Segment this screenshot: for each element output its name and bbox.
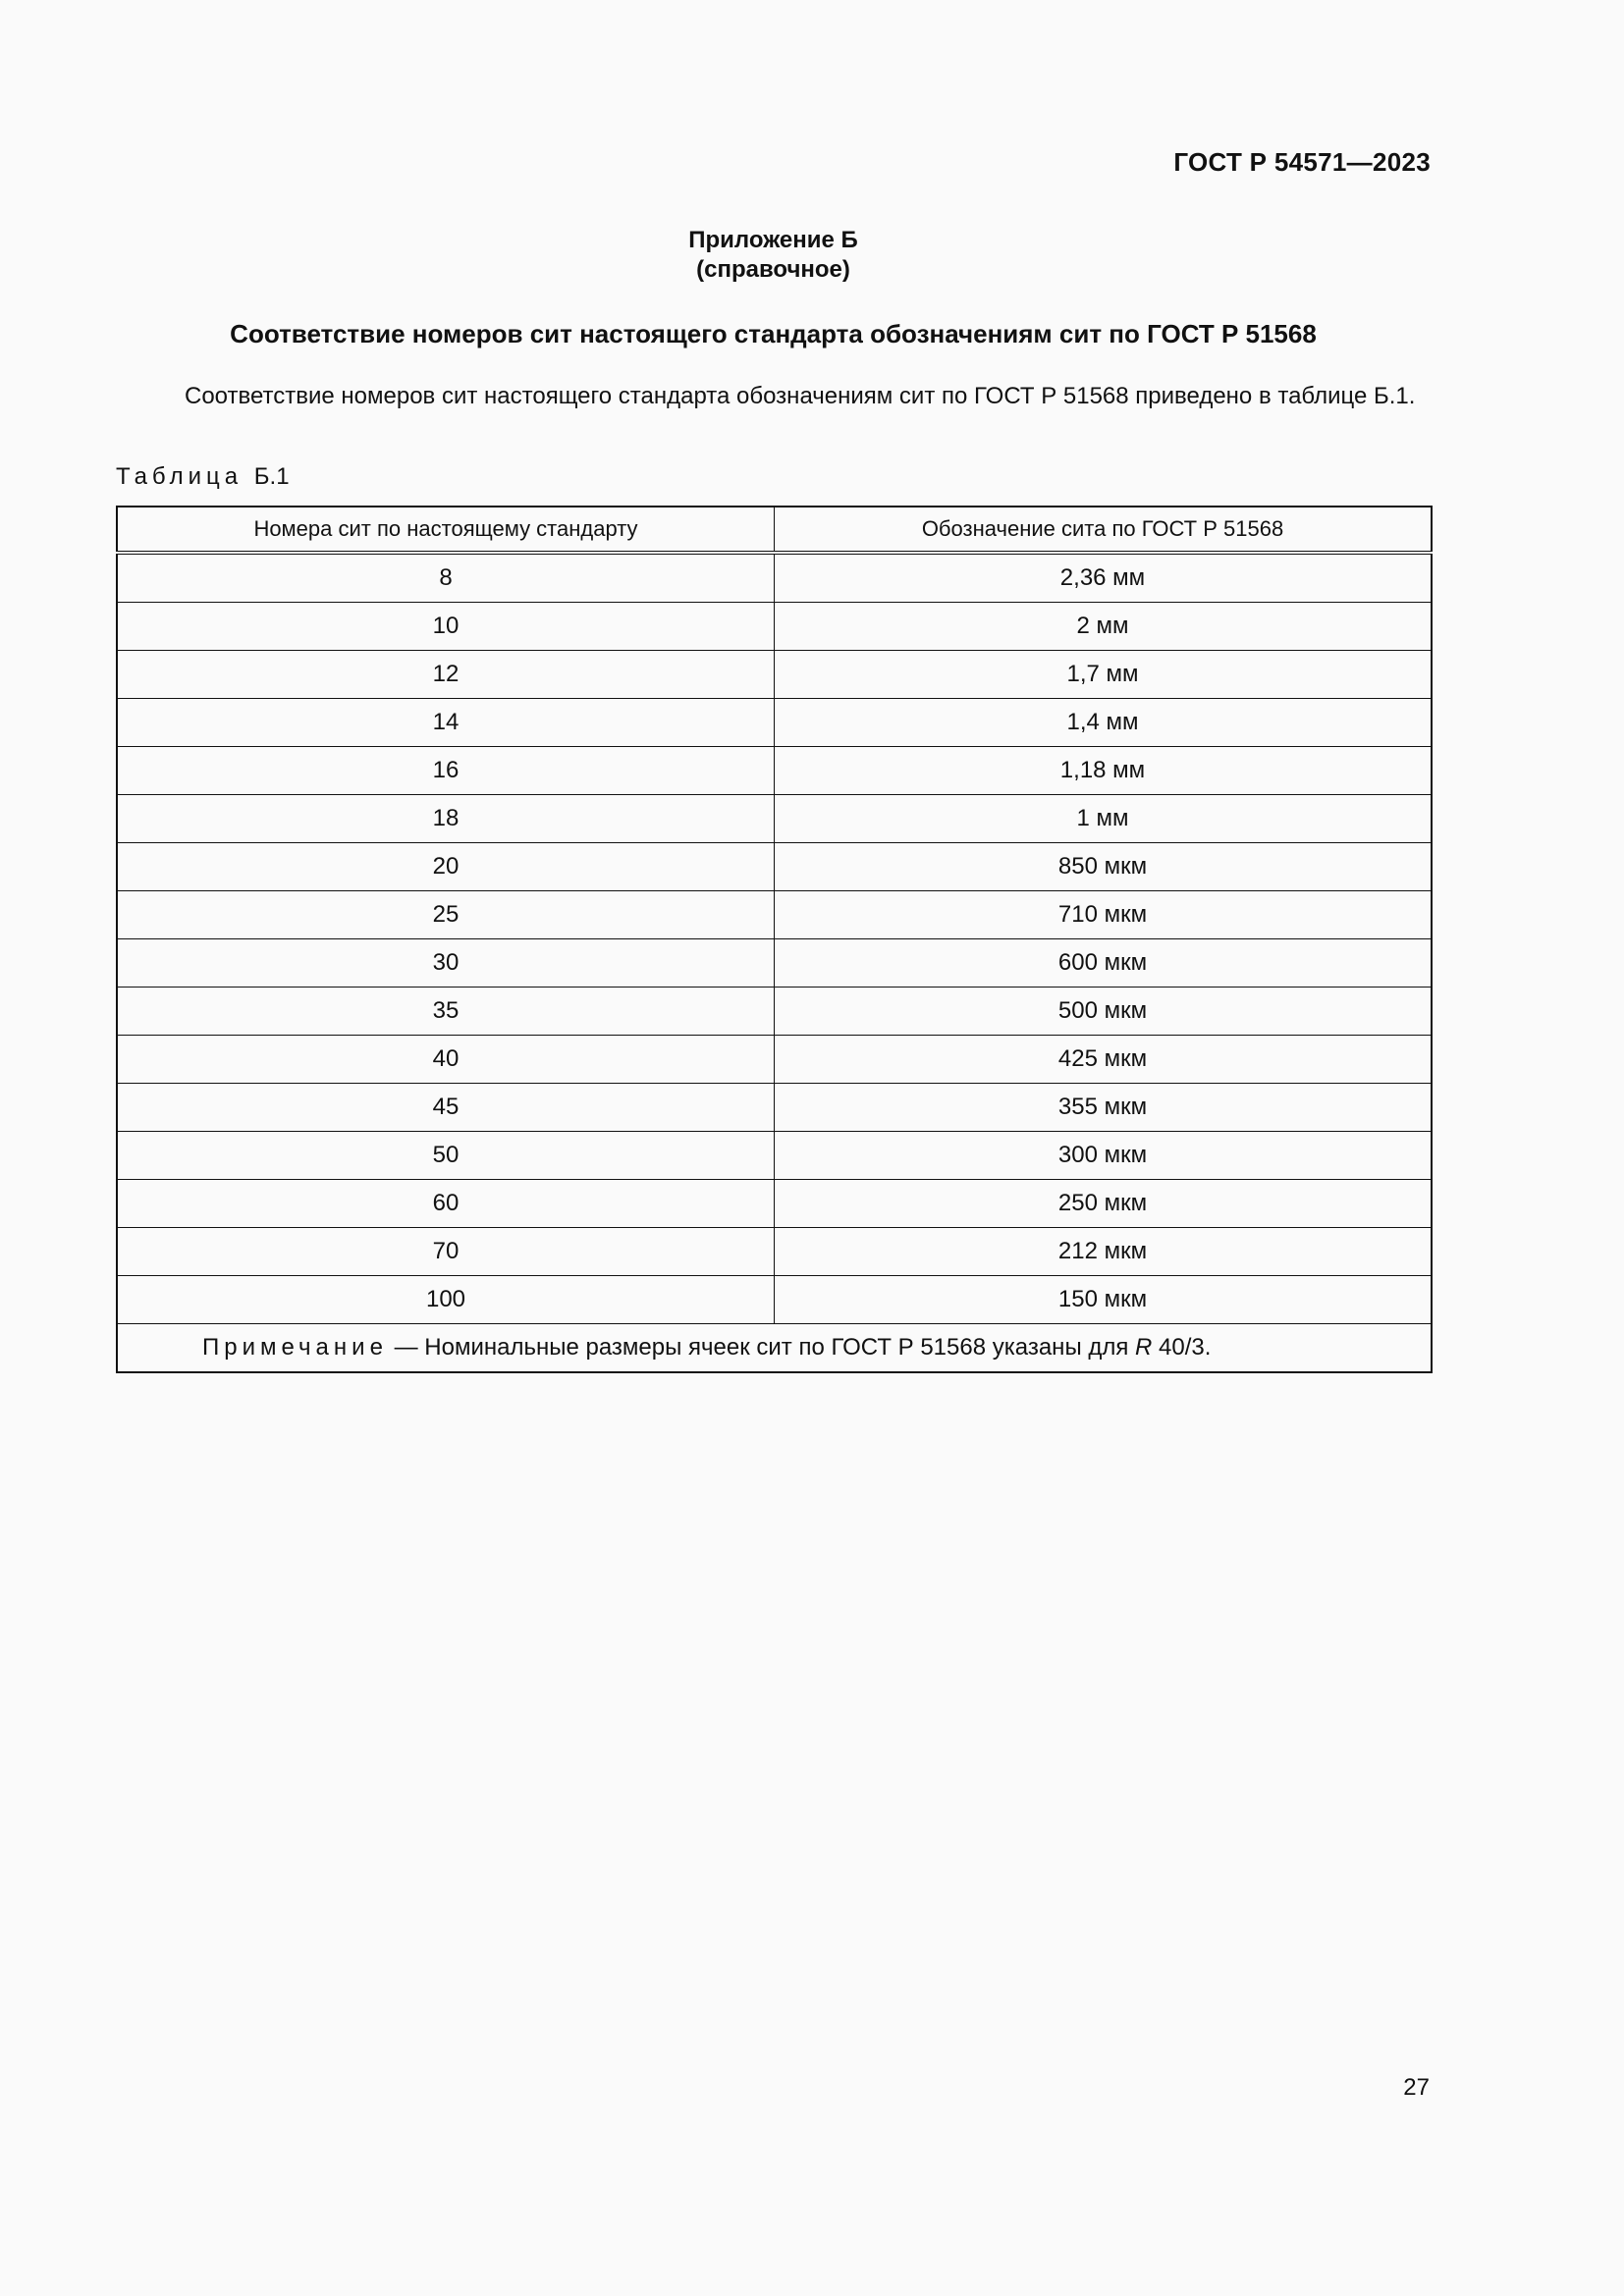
sieve-number-cell: 12 [117,651,775,699]
table-note-row [117,1324,1432,1373]
page-number: 27 [1403,2074,1430,2101]
sieve-number-cell: 70 [117,1228,775,1276]
table-header-row [117,507,1432,553]
sieve-number-cell: 40 [117,1036,775,1084]
table-row [117,553,1432,603]
table-caption-word: Таблица [116,463,244,490]
sieve-number-cell: 50 [117,1132,775,1180]
sieve-designation-cell: 250 мкм [775,1180,1433,1228]
sieve-correspondence-table [116,506,1433,1373]
sieve-number-cell: 100 [117,1276,775,1324]
sieve-designation-cell: 1,7 мм [775,651,1433,699]
sieve-designation-cell: 425 мкм [775,1036,1433,1084]
sieve-number-cell: 30 [117,939,775,988]
sieve-number-cell: 25 [117,891,775,939]
sieve-number-cell: 45 [117,1084,775,1132]
table-row [117,843,1432,891]
table-row [117,891,1432,939]
table-row [117,939,1432,988]
sieve-designation-cell: 2 мм [775,603,1433,651]
sieve-number-cell: 8 [117,553,775,603]
note-text-before: Номинальные размеры ячеек сит по ГОСТ Р 51568 указаны для [424,1334,1129,1361]
document-code: ГОСТ Р 54571—2023 [1173,147,1431,177]
column-header-sieve-number: Номера сит по настоящему стандарту [117,507,775,553]
sieve-designation-cell: 500 мкм [775,988,1433,1036]
sieve-number-cell: 35 [117,988,775,1036]
appendix-heading [0,226,1546,285]
sieve-designation-cell: 1,18 мм [775,747,1433,795]
sieve-number-cell: 18 [117,795,775,843]
sieve-designation-cell: 212 мкм [775,1228,1433,1276]
column-header-sieve-designation: Обозначение сита по ГОСТ Р 51568 [775,507,1433,553]
table-row [117,1228,1432,1276]
sieve-number-cell: 60 [117,1180,775,1228]
table-row [117,1084,1432,1132]
sieve-designation-cell: 1 мм [775,795,1433,843]
table-row [117,1180,1432,1228]
table-row [117,1036,1432,1084]
sieve-designation-cell: 1,4 мм [775,699,1433,747]
appendix-title: Приложение Б [688,227,858,253]
sieve-number-cell: 16 [117,747,775,795]
sieve-designation-cell: 600 мкм [775,939,1433,988]
note-dash: — [394,1334,418,1361]
table-note [117,1324,1432,1373]
table-caption [116,463,290,491]
sieve-number-cell: 14 [117,699,775,747]
table-row [117,795,1432,843]
sieve-designation-cell: 300 мкм [775,1132,1433,1180]
table-row [117,603,1432,651]
section-title: Соответствие номеров сит настоящего стандарта обозначениям сит по ГОСТ Р 51568 [230,319,1317,348]
body-paragraph: Соответствие номеров сит настоящего стандарта обозначениям сит по ГОСТ Р 51568 приведено в таблице Б.1. [185,383,1416,409]
table-row [117,1276,1432,1324]
appendix-subtitle: (справочное) [696,256,850,283]
table-row [117,747,1432,795]
sieve-designation-cell: 850 мкм [775,843,1433,891]
table-row [117,988,1432,1036]
sieve-designation-cell: 150 мкм [775,1276,1433,1324]
sieve-designation-cell: 2,36 мм [775,553,1433,603]
table-row [117,699,1432,747]
table-caption-number: Б.1 [253,463,290,490]
note-label: Примечание [202,1334,388,1361]
sieve-designation-cell: 710 мкм [775,891,1433,939]
sieve-number-cell: 10 [117,603,775,651]
sieve-designation-cell: 355 мкм [775,1084,1433,1132]
table-row [117,1132,1432,1180]
note-italic-symbol: R [1135,1334,1153,1361]
table-row [117,651,1432,699]
sieve-number-cell: 20 [117,843,775,891]
note-text-after: 40/3. [1159,1334,1212,1361]
